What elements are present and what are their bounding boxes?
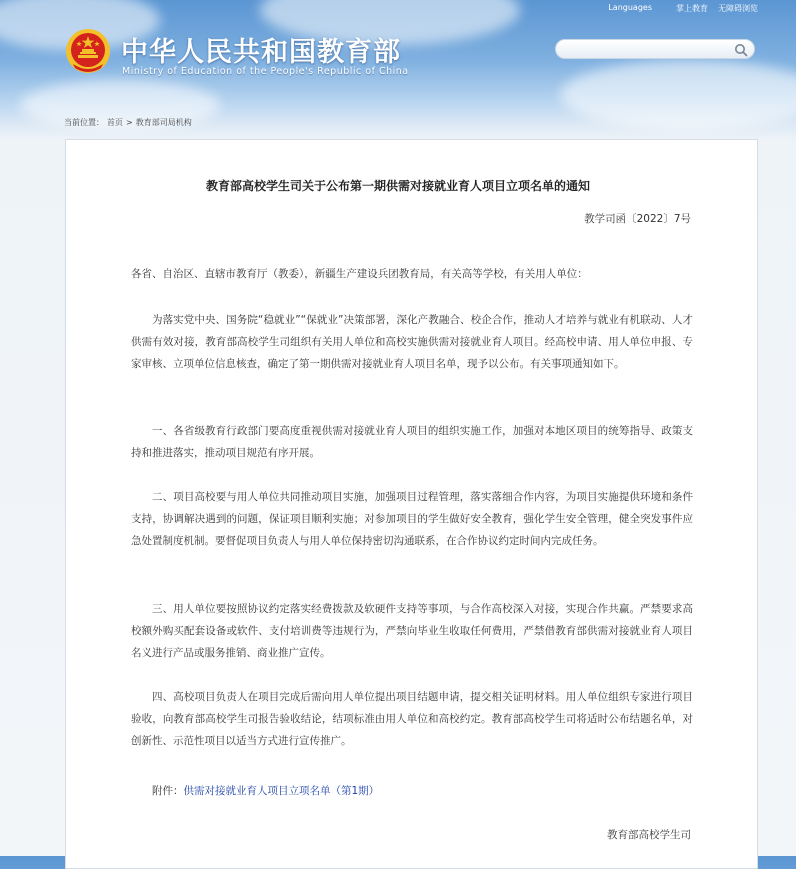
chevron-right-icon: > (126, 118, 133, 127)
breadcrumb-current-link[interactable]: 教育部司局机构 (135, 118, 192, 127)
search-icon[interactable] (734, 42, 748, 56)
accessibility-link[interactable]: 无障碍浏览 (718, 4, 758, 13)
attachment (152, 783, 379, 798)
article-paragraph-2: 二、项目高校要与用人单位共同推动项目实施，加强项目过程管理，落实落细合作内容，为项目实施提供环境和条件支持，协调解决遇到的问题，保证项目顺利实施；对参加项目的学生做好安全教育，强化学生安全管理，健全突发事件应急处置制度机制。要督促项目负责人与用人单位保持密切沟通联系，在合作协议约定时间内完成任务。 (131, 491, 693, 548)
article-signature: 教育部高校学生司 (607, 829, 691, 841)
article-paragraph-1: 一、各省级教育行政部门要高度重视供需对接就业育人项目的组织实施工作，加强对本地区项目的统筹指导、政策支持和推进落实，推动项目规范有序开展。 (131, 425, 693, 460)
top-links (608, 3, 758, 14)
attachment-link[interactable]: 供需对接就业育人项目立项名单（第1期） (183, 785, 380, 797)
languages-link[interactable]: Languages (608, 3, 652, 12)
article-salutation: 各省、自治区、直辖市教育厅（教委），新疆生产建设兵团教育局，有关高等学校，有关用人单位： (131, 268, 588, 280)
search-box (555, 39, 755, 59)
breadcrumb (64, 117, 192, 128)
article-paragraph-intro: 为落实党中央、国务院“稳就业”“保就业”决策部署，深化产教融合、校企合作，推动人才培养与就业有机联动、人才供需有效对接，教育部高校学生司组织有关用人单位和高校实施供需对接就业育人项目。经高校申请、用人单位申报、专家审核、立项单位信息核查，确定了第一期供需对接就业育人项目名单，现予以公布。有关事项通知如下。 (131, 314, 693, 371)
article-title: 教育部高校学生司关于公布第一期供需对接就业育人项目立项名单的通知 (205, 179, 590, 193)
breadcrumb-prefix: 当前位置： (64, 118, 104, 127)
article-paragraph-3: 三、用人单位要按照协议约定落实经费拨款及软硬件支持等事项，与合作高校深入对接，实现合作共赢。严禁要求高校额外购买配套设备或软件、支付培训费等违规行为，严禁向毕业生收取任何费用，严禁借教育部供需对接就业育人项目名义进行产品或服务推销、商业推广宣传。 (131, 603, 693, 660)
cloud-decoration (560, 60, 796, 130)
national-emblem-icon[interactable] (65, 28, 111, 74)
article-paragraph-4: 四、高校项目负责人在项目完成后需向用人单位提出项目结题申请，提交相关证明材料。用人单位组织专家进行项目验收，向教育部高校学生司报告验收结论，结项标准由用人单位和高校约定。教育部高校学生司将适时公布结题名单，对创新性、示范性项目以适当方式进行宣传推广。 (131, 691, 693, 748)
document-number: 教学司函〔2022〕7号 (584, 213, 691, 225)
mobile-edu-link[interactable]: 掌上教育 (676, 4, 708, 13)
site-title[interactable]: 中华人民共和国教育部 (121, 37, 401, 68)
breadcrumb-home-link[interactable]: 首页 (107, 118, 123, 127)
top-bar (0, 0, 796, 16)
attachment-label: 附件： (152, 785, 184, 797)
site-subtitle-en: Ministry of Education of the People's Republic of China (122, 66, 409, 77)
search-input[interactable] (566, 42, 735, 58)
